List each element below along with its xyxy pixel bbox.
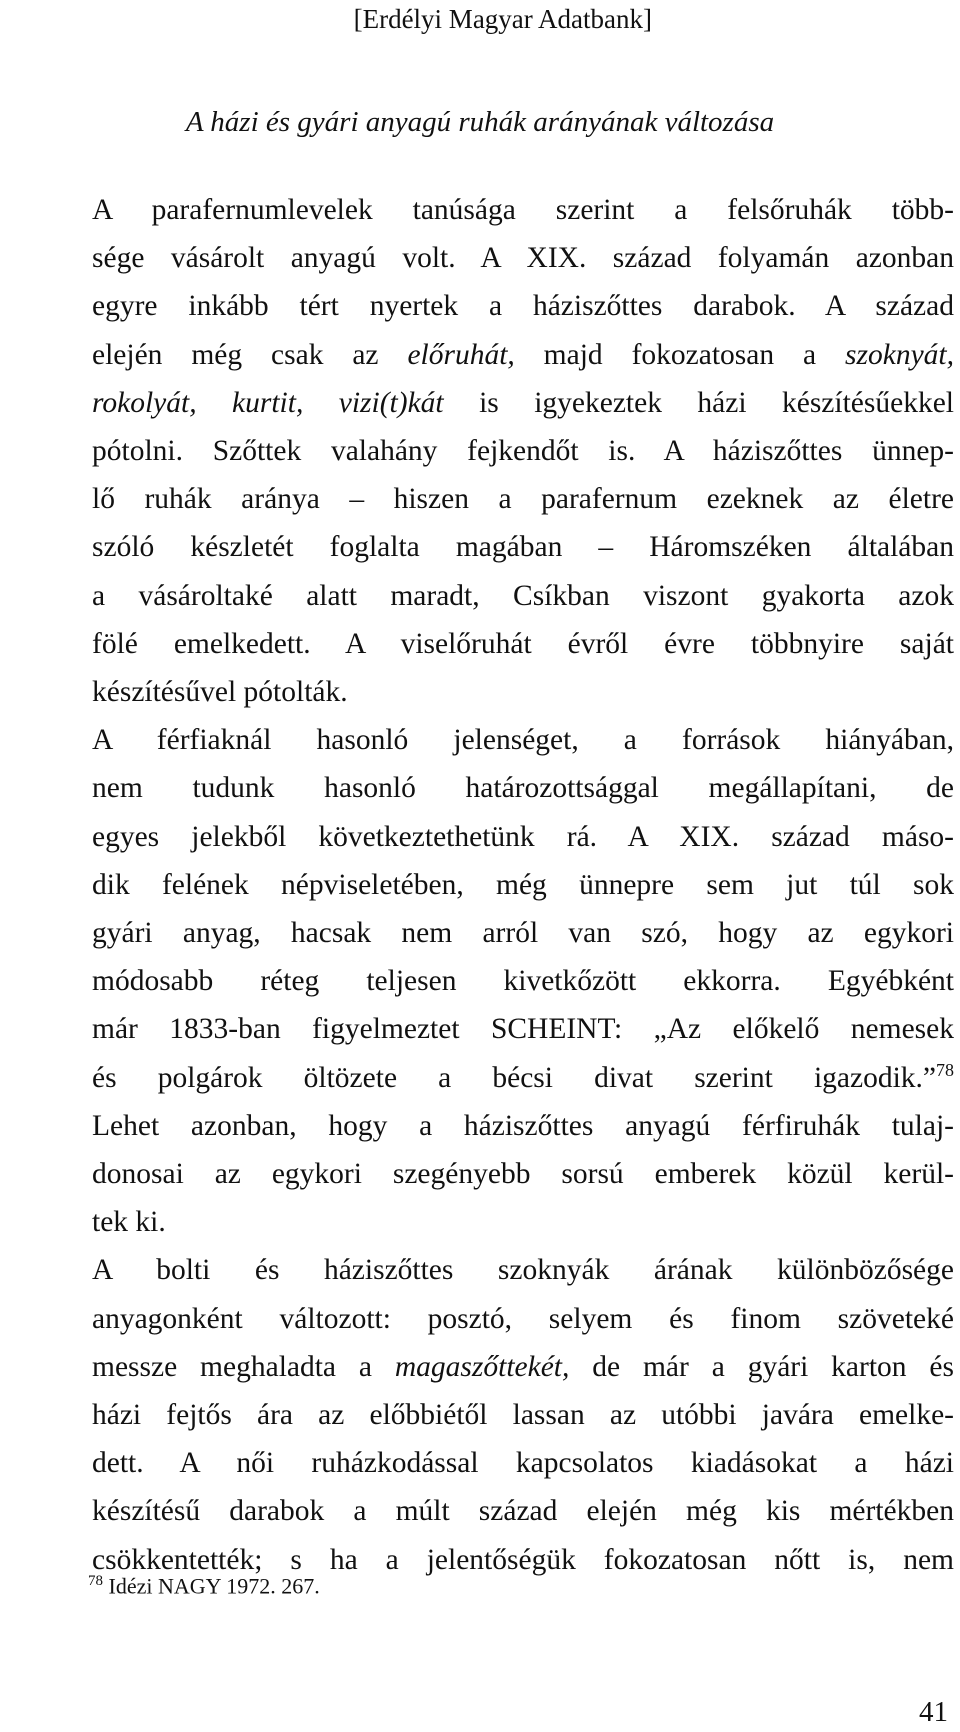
text-line [2,813,954,861]
footnote-text: Idézi NAGY 1972. 267. [108,1573,320,1599]
text-run: messze meghaladta a [92,1350,395,1383]
text-run: dett. A női ruházkodással kapcsolatos kiadásokat a házi [92,1447,954,1480]
text-run: tek ki. [92,1206,166,1239]
text-run: Lehet azonban, hogy a háziszőttes anyagú férfiruhák tulaj- [92,1109,954,1142]
text-run: donosai az egykori szegényebb sorsú emberek közül kerül- [92,1158,954,1191]
text-line [2,1054,954,1102]
text-run: fölé emelkedett. A viselőruhát évről évre többnyire saját [92,627,954,660]
paragraph [2,1246,954,1583]
text-line [2,1343,954,1391]
text-line [2,379,954,427]
italic-run: előruhát, [407,338,515,371]
text-line [2,331,954,379]
paragraph [2,186,954,716]
text-run: szóló készletét foglalta magában – Háromszéken általában [92,531,954,564]
text-line [2,668,954,716]
text-line [2,716,954,764]
text-run: készítésűvel pótolták. [92,676,348,709]
text-line [2,764,954,812]
text-run: egyre inkább tért nyertek a háziszőttes darabok. A század [92,290,954,323]
text-run: A bolti és háziszőttes szoknyák árának különbözősége [92,1254,954,1287]
text-run: házi fejtős ára az előbbiétől lassan az utóbbi javára emelke- [92,1399,954,1432]
text-run: majd fokozatosan a [514,338,846,371]
italic-run: rokolyát, kurtit, vizi(t)kát [92,386,444,419]
text-run: a vásároltaké alatt maradt, Csíkban viszont gyakorta azok [92,579,954,612]
text-line [2,1295,954,1343]
text-line [2,1150,954,1198]
text-run: egyes jelekből következtethetünk rá. A XIX. század máso- [92,820,954,853]
source-header: [Erdélyi Magyar Adatbank] [353,4,652,34]
text-run: módosabb réteg teljesen kivetkőzött ekkorra. Egyébként [92,965,954,998]
text-run: anyagonként változott: posztó, selyem és finom szöveteké [92,1302,954,1335]
text-line [2,1487,954,1535]
body-text [2,186,954,1584]
text-run: A férfiaknál hasonló jelenséget, a források hiányában, [92,724,954,757]
text-run: A parafernumlevelek tanúsága szerint a felsőruhák több- [92,194,954,226]
text-run: pótolni. Szőttek valahány fejkendőt is. A háziszőttes ünnep- [92,435,954,468]
text-line [2,620,954,668]
text-line [2,282,954,330]
text-run: és polgárok öltözete a bécsi divat szerint igazodik.” [92,1061,936,1094]
text-line [2,957,954,1005]
text-line [2,572,954,620]
text-line [2,861,954,909]
footnote-ref: 78 [936,1059,954,1080]
paragraph [2,716,954,1246]
footnote [88,1567,320,1600]
text-run: gyári anyag, hacsak nem arról van szó, hogy az egykori [92,917,954,950]
text-line [2,427,954,475]
text-line [2,475,954,523]
text-run: sége vásárolt anyagú volt. A XIX. század folyamán azonban [92,242,954,275]
text-run: de már a gyári karton és [569,1350,954,1383]
text-run: lő ruhák aránya – hiszen a parafernum ezeknek az életre [92,483,954,516]
text-run: elején még csak az [92,338,408,371]
text-line [2,186,954,234]
footnote-number: 78 [88,1573,103,1589]
text-line [2,523,954,571]
text-line [2,234,954,282]
text-run: csökkentették; s ha a jelentőségük fokozatosan nőtt is, nem [92,1543,954,1576]
text-run: is igyekeztek házi készítésűekkel [443,386,954,419]
section-title: A házi és gyári anyagú ruhák arányának változása [185,106,775,138]
italic-run: szoknyát, [845,338,954,371]
text-run: készítésű darabok a múlt század elején még kis mértékben [92,1495,954,1528]
page-number: 41 [919,1696,948,1728]
italic-run: magaszőttekét, [394,1350,570,1383]
text-run: nem tudunk hasonló határozottsággal megállapítani, de [92,772,954,805]
text-line [2,909,954,957]
text-line [2,1102,954,1150]
text-line [2,1246,954,1294]
text-line [2,1198,954,1246]
text-line [2,1391,954,1439]
text-line [2,1005,954,1053]
text-run: már 1833-ban figyelmeztet SCHEINT: „Az előkelő nemesek [92,1013,954,1046]
text-run: dik felének népviseletében, még ünnepre sem jut túl sok [92,868,954,901]
text-line [2,1439,954,1487]
